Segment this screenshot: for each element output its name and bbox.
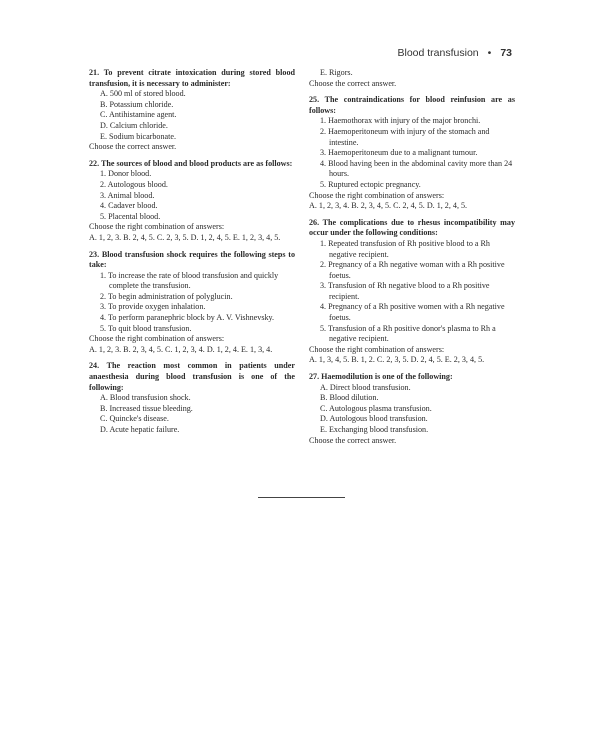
question-title: 23. Blood transfusion shock requires the following steps to take: xyxy=(89,249,295,270)
list-item: 2. To begin administration of polyglucin. xyxy=(100,291,233,301)
option: E. Sodium bicarbonate. xyxy=(100,131,176,141)
question-title: 21. To prevent citrate intoxication during stored blood transfusion, it is necessary to administer: xyxy=(89,68,295,88)
option: D. Autologous blood transfusion. xyxy=(320,414,428,424)
question-22 xyxy=(89,159,295,244)
question-title: 25. The contraindications for blood reinfusion are as follows: xyxy=(309,95,515,115)
right-column xyxy=(309,68,515,452)
option: A. 500 ml of stored blood. xyxy=(100,89,186,99)
option: A. Blood transfusion shock. xyxy=(100,393,191,403)
list-item: 1. Repeated transfusion of Rh positive blood to a Rh negative recipient. xyxy=(320,238,490,259)
question-25 xyxy=(309,95,515,212)
list-item: 4. Blood having been in the abdominal cavity more than 24 hours. xyxy=(320,158,513,179)
list-item: 1. To increase the rate of blood transfusion and quickly complete the transfusion. xyxy=(100,270,279,291)
question-23 xyxy=(89,250,295,356)
instruction: Choose the correct answer. xyxy=(309,435,397,445)
question-27 xyxy=(309,372,515,446)
list-item: 5. To quit blood transfusion. xyxy=(100,323,192,333)
instruction: Choose the right combination of answers: xyxy=(309,344,445,354)
question-title: 22. The sources of blood and blood products are as follows: xyxy=(89,158,293,168)
question-24-continued xyxy=(309,68,515,89)
option: C. Antihistamine agent. xyxy=(100,110,177,120)
list-item: 3. To provide oxygen inhalation. xyxy=(100,302,206,312)
list-item: 3. Haemoperitoneum due to a malignant tumour. xyxy=(320,148,478,158)
instruction: Choose the correct answer. xyxy=(309,78,397,88)
answer-combinations: A. 1, 2, 3. B. 2, 4, 5. C. 2, 3, 5. D. 1, 2, 4, 5. E. 1, 2, 3, 4, 5. xyxy=(89,232,281,242)
running-header xyxy=(397,47,512,59)
instruction: Choose the correct answer. xyxy=(89,142,177,152)
page-number: 73 xyxy=(500,47,512,59)
question-title: 26. The complications due to rhesus incompatibility may occur under the following conditions: xyxy=(309,217,515,238)
question-24 xyxy=(89,361,295,435)
left-column xyxy=(89,68,295,442)
list-item: 3. Animal blood. xyxy=(100,190,155,200)
question-title: 27. Haemodilution is one of the following: xyxy=(309,372,453,382)
list-item: 1. Donor blood. xyxy=(100,169,152,179)
option: A. Direct blood transfusion. xyxy=(320,382,411,392)
header-separator: • xyxy=(487,47,492,59)
question-title: 24. The reaction most common in patients under anaesthesia during blood transfusion is one of the following: xyxy=(89,361,295,392)
list-item: 2. Pregnancy of a Rh negative woman with a Rh positive foetus. xyxy=(320,260,505,280)
list-item: 4. Cadaver blood. xyxy=(100,201,158,211)
option: D. Acute hepatic failure. xyxy=(100,425,180,434)
instruction: Choose the right combination of answers: xyxy=(309,190,445,200)
answer-combinations: A. 1, 2, 3, 4. B. 2, 3, 4, 5. C. 2, 4, 5. D. 1, 2, 4, 5. xyxy=(309,201,468,211)
question-21 xyxy=(89,68,295,153)
option: B. Blood dilution. xyxy=(320,393,379,403)
list-item: 5. Ruptured ectopic pregnancy. xyxy=(320,179,421,189)
answer-combinations: A. 1, 3, 4, 5. B. 1, 2. C. 2, 3, 5. D. 2, 4, 5. E. 2, 3, 4, 5. xyxy=(309,355,485,365)
option: E. Rigors. xyxy=(320,68,353,77)
list-item: 5. Transfusion of a Rh positive donor's plasma to Rh a negative recipient. xyxy=(320,323,496,344)
list-item: 5. Placental blood. xyxy=(100,211,161,221)
instruction: Choose the right combination of answers: xyxy=(89,222,225,232)
option: B. Increased tissue bleeding. xyxy=(100,403,193,413)
option: D. Calcium chloride. xyxy=(100,120,168,130)
list-item: 1. Haemothorax with injury of the major bronchi. xyxy=(320,116,481,126)
option: C. Autologous plasma transfusion. xyxy=(320,403,432,413)
list-item: 2. Haemoperitoneum with injury of the stomach and intestine. xyxy=(320,126,490,147)
header-title: Blood transfusion xyxy=(397,47,479,59)
list-item: 4. Pregnancy of a Rh positive women with a Rh negative foetus. xyxy=(320,302,505,323)
footer-rule xyxy=(258,497,345,498)
list-item: 2. Autologous blood. xyxy=(100,179,168,189)
option: B. Potassium chloride. xyxy=(100,99,174,109)
option: C. Quincke's disease. xyxy=(100,414,169,424)
question-26 xyxy=(309,218,515,366)
answer-combinations: A. 1, 2, 3. B. 2, 3, 4, 5. C. 1, 2, 3, 4. D. 1, 2, 4. E. 1, 3, 4. xyxy=(89,344,273,354)
instruction: Choose the right combination of answers: xyxy=(89,334,225,344)
list-item: 4. To perform paranephric block by A. V. Vishnevsky. xyxy=(100,313,275,323)
list-item: 3. Transfusion of Rh negative blood to a Rh positive recipient. xyxy=(320,281,490,301)
option: E. Exchanging blood transfusion. xyxy=(320,425,429,434)
